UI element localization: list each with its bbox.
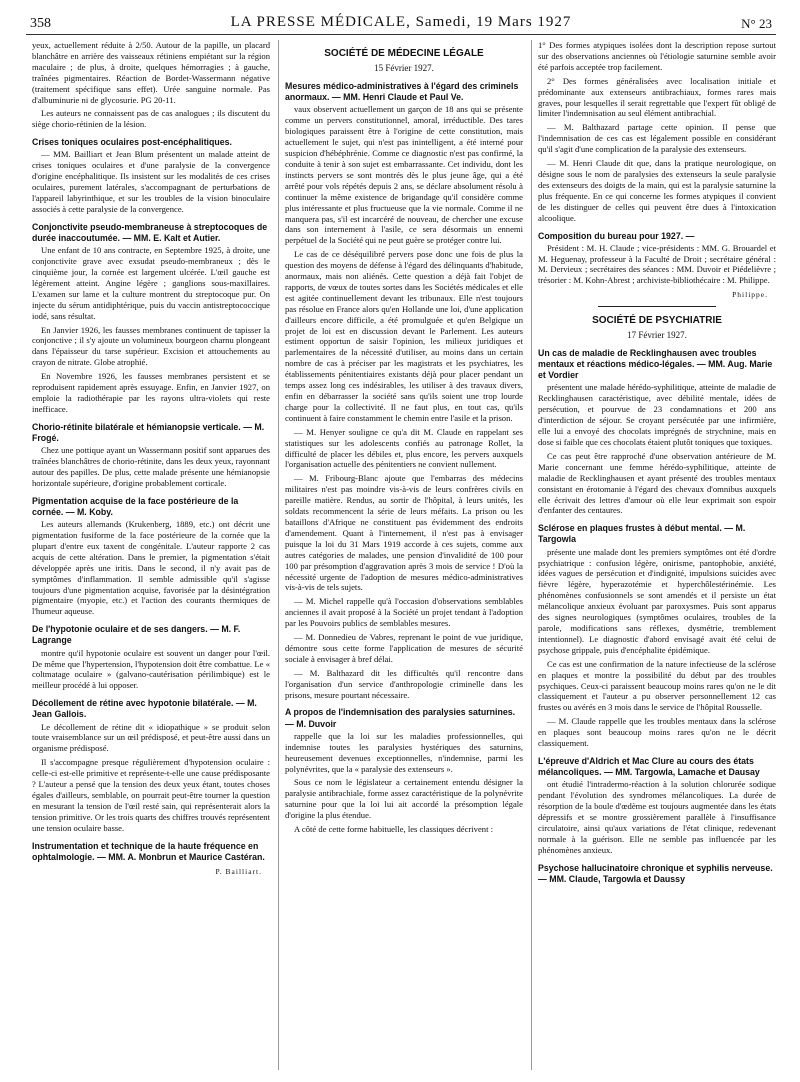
- section-divider: [598, 306, 716, 307]
- article-heading: L'épreuve d'Aldrich et Mac Clure au cours des états mélancoliques. — MM. Targowla, Lamache et Dausay: [538, 755, 760, 778]
- paragraph: — M. Henyer souligne ce qu'a dit M. Claude en rappelant ses statistiques sur les adolescents confiés au patronage Rollet, la difficulté de placer les débiles et, plus encore, les pervers auxquels l'organisation actuelle des pénitentiers ne convient nullement.: [285, 426, 523, 470]
- paragraph: ont étudié l'intradermo-réaction à la solution chlorurée sodique pendant l'évolution des syndromes mélancoliques. La durée de résorption de la boule d'œdème est toujours augmentée dans les états dépressifs et se montre grossièrement parallèle à l'insuffisance circulatoire, ainsi qu'aux variations de l'état clinique, redevenant normale à la guérison. Elle ne semble pas influencée par les phénomènes anxieux.: [538, 779, 776, 855]
- page-number: 358: [30, 16, 51, 31]
- paragraph: Sous ce nom le législateur a certainement entendu désigner la paralysie antibrachiale, forme assez caractéristique de la polynévrite saturnine pour que la loi lui ait accordé la présomption légale d'origine la plus étendue.: [285, 777, 523, 821]
- paragraph: — M. Balthazard partage cette opinion. Il pense que l'indemnisation de ces cas est légalement possible en considérant qu'il s'agit d'une complication de la paralysie des extenseurs.: [538, 122, 776, 155]
- paragraph: Ce cas est une confirmation de la nature infectieuse de la sclérose en plaques et montre la possibilité du début par des troubles psychiques. Ceux-ci paraissent beaucoup moins rares qu'on ne le dit classiquement et l'auteur a pu observer personnellement 12 cas frustes ou avérés en 3 mois dans le service de l'hôpital Rousselle.: [538, 658, 776, 713]
- article-heading: Sclérose en plaques frustes à début mental. — M. Targowla: [538, 523, 746, 545]
- paragraph: Une enfant de 10 ans contracte, en Septembre 1925, à droite, une conjonctivite grave avec exsudat pseudo-membraneux ; dès le cinquième jour, la cornée est largement ulcérée. L'œil gauche est légèrement atteint. Angine légère ; ganglions sous-maxillaires. L'examen sur lame et la culture montrent du streptocoque pur. On injecte du sérum antidiphtérique, puis du vaccin antistreptococcique iodé, sans résultat.: [32, 245, 270, 321]
- paragraph: Les auteurs ne connaissent pas de cas analogues ; ils discutent du siège chorio-rétinien de la lésion.: [32, 108, 270, 130]
- paragraph: Le décollement de rétine dit « idiopathique » se produit selon toute vraisemblance sur un œil prédisposé, et peut-être aussi dans un organisme prédisposé.: [32, 721, 270, 754]
- paragraph: — M. Fribourg-Blanc ajoute que l'embarras des médecins militaires n'est pas moindre vis-à-vis de leurs confrères civils en pareille matière. Rendus, au sortir de l'hôpital, à leurs unités, les soldats recommencent la série de leurs méfaits. La prison ou les bataillons d'Afrique ne constituent pas évidemment des endroits d'amendement. Quant à l'internement, il n'est pas à envisager puisque la loi du 31 Mars 1919 accorde à ces sujets, comme aux autres catégories de malades, une pension d'invalidité de 100 pour 100 par présomption d'aggravation après 3 mois de service ! D'où la nécessité urgente de l'adoption de mesures médico-administratives vis-à-vis de tels sujets.: [285, 473, 523, 593]
- paragraph: 2° Des formes généralisées avec localisation initiale et prédominante aux extenseurs antibrachiaux, formes rares mais graves, pour lesquelles il serait regrettable que l'expert fût obligé de limiter l'indemnisation au seul élément antibrachial.: [538, 75, 776, 119]
- paragraph: En Novembre 1926, les fausses membranes persistent et se reproduisent rapidement après essuyage. Enfin, en Janvier 1927, on emploie la radiothérapie par les rayons ultra-violets qui reste inefficace.: [32, 371, 270, 414]
- article-heading: Instrumentation et technique de la haute fréquence en ophtalmologie. — MM. A. Monbrun et Maurice Castéran.: [32, 840, 265, 862]
- column-2: [285, 40, 523, 1070]
- page-header: [26, 14, 776, 36]
- article-heading: A propos de l'indemnisation des paralysies saturnines. — M. Duvoir: [285, 707, 516, 729]
- journal-title: LA PRESSE MÉDICALE, Samedi, 19 Mars 1927: [230, 14, 572, 30]
- article-heading: Psychose hallucinatoire chronique et syphilis nerveuse. — MM. Claude, Targowla et Daussy: [538, 862, 773, 884]
- article-heading: Décollement de rétine avec hypotonie bilatérale. — M. Jean Gallois.: [32, 698, 257, 720]
- article-heading: Mesures médico-administratives à l'égard des criminels anormaux. — MM. Henri Claude et Paul Ve.: [285, 81, 519, 103]
- paragraph: rappelle que la loi sur les maladies professionnelles, qui indemnise toutes les paralysies hystériques des saturnins, heureusement devenues exceptionnelles, n'indemnise, parmi les polynévrites, que la « paralysie des extenseurs ».: [285, 730, 523, 774]
- paragraph: présente une malade dont les premiers symptômes ont été d'ordre psychiatrique : confusion légère, onirisme, pantophobie, anxiété, idées vagues de persécution et d'indignité, impulsions suicides avec fièvre légère, hyperazotémie et hyperchôlestérinémie. Les phénomènes confusionnels se sont amendés et il persiste un état mélancolique anxieux évoluant par paroxysmes. Puis sont apparus des signes neurologiques (symptômes oculaires, troubles de la parole, modifications sans réflexes, dysmétrie, tremblement intentionnel). Le diagnostic d'abord envisagé avait été celui de psychose grippale, puis d'encéphalite épidémique.: [538, 546, 776, 655]
- paragraph: présentent une malade hérédo-syphilitique, atteinte de maladie de Recklinghausen caractéristique, avec débilité mentale, idées de persécution, et pourvue de 23 condamnations et 200 ans d'interdiction de séjour. Se croyant persécutée par une infirmière, elle lui a envoyé des chocolats imprégnés de strychnine, mais en dose si faible que ces chocolats étaient plutôt toniques que toxiques.: [538, 382, 776, 447]
- column-1: [32, 40, 270, 1070]
- article-heading: Composition du bureau pour 1927. —: [538, 230, 695, 241]
- article-heading: Un cas de maladie de Recklinghausen avec troubles mentaux et réactions médico-légales. — MM. Aug. Marie et Vordier: [538, 347, 773, 381]
- paragraph: yeux, actuellement réduite à 2/50. Autour de la papille, un placard blanchâtre en arrière des vaisseaux rétiniens empiétant sur la région maculaire ; de plus, à droite, quelques hémorragies ; à gauche, traînées pigmentaires. Réaction de Bordet-Wassermann négative (traitement spécifique sans effet). Urée sanguine normale. Pas d'albuminurie ni de glycosurie. PG 20-11.: [32, 40, 270, 105]
- signature: Philippe.: [732, 290, 768, 300]
- paragraph: Il s'accompagne presque régulièrement d'hypotension oculaire : celle-ci est-elle primitive et représente-t-elle une cause prédisposante ? L'auteur a pensé que la tension des deux yeux étant, toutes choses égales d'ailleurs, semblable, on pourrait peut-être tourner la question en mesurant la tension de l'œil resté sain, qui représenterait alors la tension primitive. Or les trois quarts des chiffres trouvés représentent une tension oculaire basse.: [32, 757, 270, 833]
- article-heading: Pigmentation acquise de la face postérieure de la cornée. — M. Koby.: [32, 495, 239, 517]
- issue-number: N° 23: [741, 16, 772, 31]
- signature: P. Bailliart.: [215, 866, 262, 876]
- paragraph: — M. Balthazard dit les difficultés qu'il rencontre dans l'organisation d'un service d'anthropologie criminelle dans les prisons, mesure pourtant nécessaire.: [285, 667, 523, 700]
- paragraph: — M. Claude rappelle que les troubles mentaux dans la sclérose en plaques sont beaucoup moins rares qu'on ne le décrit classiquement.: [538, 716, 776, 749]
- paragraph: — M. Henri Claude dit que, dans la pratique neurologique, on désigne sous le nom de paralysies des extenseurs la seule paralysie des extenseurs des doigts de la main, qui est la paralysie saturnine la plus fréquente. En ce qui concerne les formes atypiques il convient de les distinguer de celles qui peuvent être dues à l'intoxication alcoolique.: [538, 158, 776, 223]
- paragraph: Ce cas peut être rapproché d'une observation antérieure de M. Marie concernant une femme hérédo-syphilitique, atteinte de maladie de Recklinghausen et ayant présenté des troubles mentaux consistant en érotomanie à l'égard des chevaux d'omnibus auxquels elle écrivait des lettres d'amour où elle leur exprimait son espoir d'enfanter des centaures.: [538, 450, 776, 516]
- column-separator: [531, 40, 532, 1070]
- paragraph: — MM. Bailliart et Jean Blum présentent un malade atteint de crises toniques oculaires et d'une paralysie de la convergence d'origine encéphalitique. Ils insistent sur les modalités de ces crises oculaires, purement latérales, s'accompagnant de perturbations de l'appareil labyrinthique, et sur les troubles de la vision binoculaire associés à cette paralysie de la convergence.: [32, 149, 270, 214]
- article-heading: Chorio-rétinite bilatérale et hémianopsie verticale. — M. Frogé.: [32, 421, 265, 443]
- paragraph: A côté de cette forme habituelle, les classiques décrivent :: [294, 824, 494, 835]
- society-title: SOCIÉTÉ DE PSYCHIATRIE: [592, 314, 722, 326]
- paragraph: — M. Michel rappelle qu'à l'occasion d'observations semblables anciennes il avait proposé à la Société un projet tendant à l'adoption par les Pouvoirs publics de semblables mesures.: [285, 596, 523, 629]
- paragraph: En Janvier 1926, les fausses membranes continuent de tapisser la conjonctive ; il s'y ajoute un volumineux bourgeon charnu plongeant dans l'épaisseur du tarse supérieur. Excision et attouchements au crayon de nitrate. Globe atrophié.: [32, 324, 270, 368]
- column-3: [538, 40, 776, 1070]
- session-date: 15 Février 1927.: [374, 62, 434, 73]
- article-heading: De l'hypotonie oculaire et de ses dangers. — M. F. Lagrange: [32, 624, 241, 646]
- paragraph: Chez une pottique ayant un Wassermann positif sont apparues des traînées blanchâtres de chorio-rétinite, dans les deux yeux, rayonnant autour des papilles. De plus, cette malade présente une hémianopsie horizontale supérieure, d'origine probablement corticale.: [32, 445, 270, 488]
- paragraph: Président : M. H. Claude ; vice-présidents : MM. G. Brouardel et M. Heguenay, professeur à la Faculté de Droit ; secrétaire général : M. Dervieux ; secrétaires des séances : MM. Duvoir et Piédelièvre ; trésorier : M. Kohn-Abrest ; archiviste-bibliothécaire : M. Philippe.: [538, 242, 776, 286]
- paragraph: vaux observent actuellement un garçon de 18 ans qui se présente comme un pervers constitutionnel, amoral, irréductible. Des tares biologiques paraissent être à l'origine de cette constitution, mais actuellement le sujet, qui n'est pas inintelligent, a été interné pour suspicion d'hébéphrénie. Comme ce diagnostic n'est pas confirmé, la conduite à tenir à son sujet est embarrassante. Cet individu, dont les instincts pervers se sont montrés dès le plus jeune âge, qui a été arrêté pour vols répétés depuis 2 ans, se déclare absolument résolu à continuer la même existence de brigandage qu'il considère comme plus intéressante et plus fructueuse que la vie normale. Comme il ne manquera pas, s'il est incarcéré de nouveau, de chercher une excuse dans son internement à l'asile, ce sera désormais un ennemi perpétuel de la Société qui ne peut guère se protéger contre lui.: [285, 104, 523, 246]
- article-heading: Crises toniques oculaires post-encéphalitiques.: [32, 137, 232, 148]
- column-separator: [278, 40, 279, 1070]
- header-rule: [26, 34, 776, 35]
- session-date: 17 Février 1927.: [627, 329, 687, 340]
- article-heading: Conjonctivite pseudo-membraneuse à streptocoques de durée inaccoutumée. — MM. E. Kalt et Autier.: [32, 221, 268, 244]
- paragraph: 1° Des formes atypiques isolées dont la description repose surtout sur des observations anciennes où l'étiologie saturnine semble avoir été parfois acceptée trop facilement.: [538, 40, 776, 72]
- paragraph: — M. Donnedieu de Vabres, reprenant le point de vue juridique, démontre sous cette forme l'application de mesures de sécurité sociale à envisager à bref délai.: [285, 632, 523, 664]
- paragraph: montre qu'il hypotonie oculaire est souvent un danger pour l'œil. De même que l'hypertension, l'hypotension doit être combattue. Le « coltmatage oculaire » (galvano-cautérisation périlimbique) est le meilleur procédé à lui opposer.: [32, 647, 270, 691]
- paragraph: Les auteurs allemands (Krukenberg, 1889, etc.) ont décrit une pigmentation fusiforme de la face postérieure de la cornée que la plupart d'entre eux taxent de congénitale. L'auteur rapporte 2 cas acquis de cette altération. Dans le premier, la pigmentation s'était développée après une iritis. Dans le second, il n'y avait pas de symptômes d'inflammation. Il semble admissible qu'il s'agisse toujours d'une pigmentation acquise, favorisée par la désintégration pigmentaire (myopie, etc.) et l'action des courants thermiques de l'humeur aqueuse.: [32, 519, 270, 617]
- society-title: SOCIÉTÉ DE MÉDECINE LÉGALE: [324, 48, 484, 59]
- paragraph: Le cas de ce déséquilibré pervers pose donc une fois de plus la question des moyens de défense à l'égard des délinquants d'habitude, anormaux, mais non aliénés. Cette question a déjà fait l'objet de rapports, de vœux de toutes sortes dans les Sociétés médicales et elle est agitée continuellement devant les tribunaux. Elle n'est toujours pas résolue en France alors qu'en Hollande une loi, d'une application d'ailleurs encore difficile, a été promulguée et qu'en Belgique un projet de loi est en discussion devant le Parlement. Les auteurs estiment opportun de saisir l'opinion, les milieux juridiques et parlementaires de la nécessité d'utiliser, au moins dans un certain nombre de cas à préciser par les magistrats et les psychiatres, les établissements pénitentiaires existants déjà pour placer pendant un temps assez long ces indésirables, les utiliser à des travaux divers, enfin en débarrasser la société sans qu'ils soient une trop lourde charge pour la collectivité. Il ne faut plus, en tout cas, qu'ils continuent à faire constamment le chemin entre l'asile et la prison.: [285, 249, 523, 423]
